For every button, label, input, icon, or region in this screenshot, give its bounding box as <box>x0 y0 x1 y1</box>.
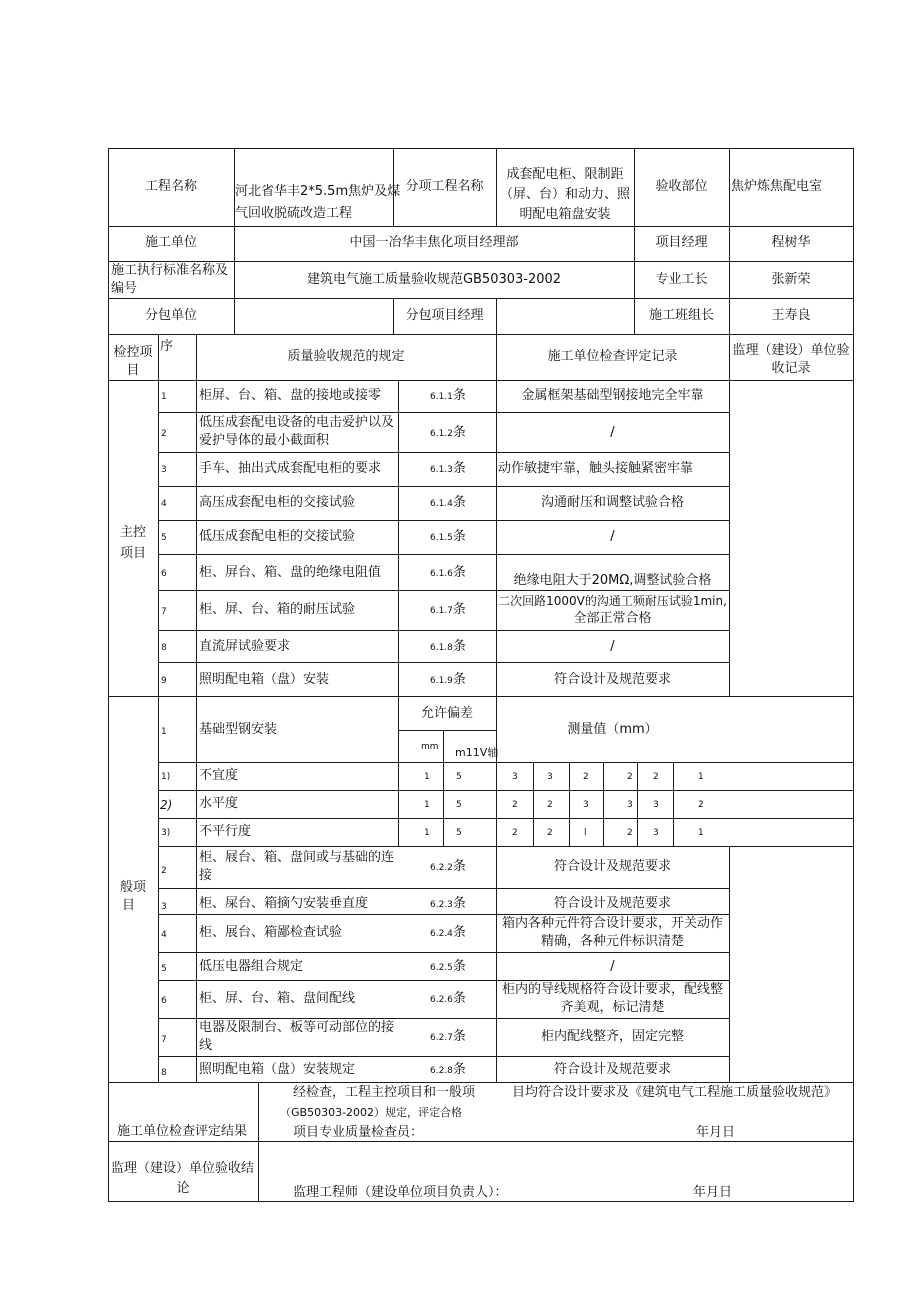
row-clause: 6.1.8 <box>430 643 453 653</box>
row-clause: 6.1.4 <box>430 499 453 509</box>
row-description: 柜屏、台、箱、盘的接地或接零 <box>199 388 382 403</box>
row-number: 1 <box>161 392 167 402</box>
row-record: 箱内各种元件符合设计要求，开关动作 <box>501 916 723 931</box>
quality-inspector-label: 项目专业质量检查员： <box>293 1125 424 1140</box>
supervision-conclusion-label-line2: 论 <box>176 1181 190 1196</box>
row-number: 2 <box>161 866 167 876</box>
supervising-engineer-label: 监理工程师（建设单位项目负责人）： <box>293 1185 508 1200</box>
row-clause: 6.1.9 <box>430 676 453 686</box>
measured-value: 2 <box>627 828 633 838</box>
project-manager-value: 程树华 <box>771 235 811 250</box>
main-group-label-line1: 主控 <box>119 525 146 540</box>
sub-project-value-line2: （屏、台）和动力、照 <box>499 187 630 202</box>
row-description: 柜、展台、箱鄙检查试验 <box>199 925 343 940</box>
row-clause: 6.1.5 <box>430 533 453 543</box>
subcontract-manager-label: 分包项目经理 <box>405 308 484 323</box>
row-clause-unit: 条 <box>452 1029 466 1044</box>
project-name-value-line1: 河北省华丰2*5.5m焦炉及煤 <box>235 184 401 199</box>
row-clause-unit: 条 <box>452 1062 466 1077</box>
row-clause-unit: 条 <box>452 425 466 440</box>
row-number: 5 <box>161 533 167 543</box>
row-record: 绝缘电阻大于20MΩ,调整试验合格 <box>513 573 712 588</box>
row-clause: 6.2.8 <box>430 1066 453 1076</box>
row-number: 8 <box>161 643 167 653</box>
main-group-label-line2: 项目 <box>119 546 146 561</box>
row-record: 二次回路1000V的沟通工频耐压试验1min, <box>498 594 727 608</box>
row-clause-unit: 条 <box>452 991 466 1006</box>
row-number: 6 <box>161 569 167 579</box>
row-description: 柜、屏台、箱、盘的绝缘电阻值 <box>199 565 382 580</box>
col-supervision-line1: 监理（建设）单位验 <box>732 343 850 358</box>
row-clause-unit: 条 <box>452 859 466 874</box>
row-description: 柜、屎台、箱摘勺安装垂直度 <box>199 896 369 911</box>
row-clause: 6.2.3 <box>430 900 453 910</box>
row-clause-unit: 条 <box>452 461 466 476</box>
row-record: / <box>610 959 615 974</box>
row-record: 齐美观，标记清楚 <box>560 1000 665 1015</box>
row-clause: 6.1.1 <box>430 392 453 402</box>
construction-unit-label: 施工单位 <box>144 235 197 250</box>
row-description: 水平度 <box>199 796 239 811</box>
measured-value: 3 <box>583 800 589 810</box>
measured-value: 2 <box>698 800 704 810</box>
row-description: 直流屏试验要求 <box>199 639 291 654</box>
row-description: 照明配电箱（盘）安装 <box>199 672 330 687</box>
tolerance-value: 1 <box>424 772 430 782</box>
sub-project-label: 分项工程名称 <box>405 179 484 194</box>
standard-value: 建筑电气施工质量验收规范GB50303-2002 <box>306 272 562 287</box>
row-number: 6 <box>161 996 167 1006</box>
row-description: 高压成套配电柜的交接试验 <box>199 495 356 510</box>
row-record: 柜内的导线规格符合设计要求，配线整 <box>501 982 723 997</box>
measured-label: 测量值（mm） <box>567 722 658 737</box>
col-seq: 序 <box>160 339 174 354</box>
row-clause: 6.1.3 <box>430 465 453 475</box>
row-number: 3) <box>161 828 171 838</box>
general-group-label-line2: 目 <box>122 898 136 913</box>
measured-value: 2 <box>627 772 633 782</box>
subcontract-unit-label: 分包单位 <box>144 308 197 323</box>
row-clause-unit: 条 <box>452 925 466 940</box>
row-number: 3 <box>161 465 167 475</box>
tolerance-unit-axis: m11V轴 <box>455 746 499 759</box>
row-clause-unit: 条 <box>452 896 466 911</box>
row-number: 4 <box>161 930 167 940</box>
row-clause: 6.2.2 <box>430 863 453 873</box>
standard-label-line2: 编号 <box>111 281 138 296</box>
row-clause-unit: 条 <box>452 602 466 617</box>
row-description: 不宜度 <box>199 768 239 783</box>
row-clause-unit: 条 <box>452 672 466 687</box>
tolerance-value: 1 <box>424 828 430 838</box>
row-clause-unit: 条 <box>452 959 466 974</box>
row-description: 照明配电箱（盘）安装规定 <box>199 1062 356 1077</box>
row-number: 8 <box>161 1068 167 1078</box>
row-description: 柜、屏、台、箱、盘间配线 <box>199 991 356 1006</box>
row-description: 接 <box>199 868 213 883</box>
tolerance-label: 允许偏差 <box>420 706 473 721</box>
result-text-line1: 经检查，工程主控项目和一般项 <box>293 1085 476 1100</box>
acceptance-part-label: 验收部位 <box>655 179 708 194</box>
row-description: 电器及限制台、板等可动部位的接 <box>199 1020 395 1035</box>
row-number: 7 <box>161 1035 167 1045</box>
row-record: / <box>610 529 615 544</box>
measured-value: 3 <box>512 772 518 782</box>
row-clause-unit: 条 <box>452 639 466 654</box>
col-supervision-line2: 收记录 <box>771 361 811 376</box>
row-record: / <box>610 639 615 654</box>
measured-value: 3 <box>653 800 659 810</box>
measured-value: 2 <box>547 828 553 838</box>
project-name-value-line2: 气回收脱硫改造工程 <box>235 206 353 221</box>
row-clause: 6.2.4 <box>430 929 453 939</box>
row-record: 沟通耐压和调整试验合格 <box>540 495 684 510</box>
measured-value: 1 <box>698 828 704 838</box>
row-clause-unit: 条 <box>452 565 466 580</box>
row-description: 柜、屏、台、箱的耐压试验 <box>199 602 356 617</box>
row-number: 1) <box>161 772 171 782</box>
general-group-label-line1: 般项 <box>119 880 146 895</box>
row-record: 符合设计及规范要求 <box>553 859 671 874</box>
standard-label-line1: 施工执行标准名称及 <box>111 263 229 278</box>
row-record: 金属框架基础型钢接地完全牢靠 <box>521 388 704 403</box>
measured-value: 2 <box>583 772 589 782</box>
result-date: 年月日 <box>696 1125 736 1140</box>
construction-unit-value: 中国一冶华丰焦化项目经理部 <box>349 235 519 250</box>
project-name-label: 工程名称 <box>144 179 197 194</box>
row-clause-unit: 条 <box>452 529 466 544</box>
row-description: 不平行度 <box>199 824 252 839</box>
tolerance-value: 5 <box>456 772 462 782</box>
supervision-conclusion-label-line1: 监理（建设）单位验收结 <box>111 1161 255 1176</box>
row-record: 动作敏捷牢靠，触头接触紧密牢靠 <box>498 461 694 476</box>
row-clause: 6.1.6 <box>430 569 453 579</box>
row-clause: 6.2.5 <box>430 963 453 973</box>
result-label: 施工单位检查评定结果 <box>117 1124 248 1139</box>
measured-value: 2 <box>653 772 659 782</box>
measured-value: 3 <box>627 800 633 810</box>
team-leader-label: 施工班组长 <box>648 308 714 323</box>
row-description: 线 <box>199 1038 213 1053</box>
col-record: 施工单位检查评定记录 <box>547 349 678 364</box>
row-number: 9 <box>161 676 167 686</box>
foreman-value: 张新荣 <box>771 272 811 287</box>
sub-project-value-line3: 明配电箱盘安装 <box>519 207 611 222</box>
col-item-line1: 检控项 <box>113 345 153 360</box>
col-spec: 质量验收规范的规定 <box>287 349 405 364</box>
row-description: 低压电器组合规定 <box>199 959 304 974</box>
row-record: 精确，各种元件标识清楚 <box>540 934 684 949</box>
tolerance-value: 1 <box>424 800 430 810</box>
result-text-line2: 目均符合设计要求及《建筑电气工程施工质量验收规范》 <box>512 1085 838 1100</box>
foundation-description: 基础型钢安装 <box>199 722 278 737</box>
tolerance-value: 5 <box>456 828 462 838</box>
row-number: 2) <box>160 798 173 812</box>
row-description: 低压成套配电设备的电击爱护以及爱护导体的最小截面积 <box>199 415 395 448</box>
tolerance-value: 5 <box>456 800 462 810</box>
foundation-number: 1 <box>161 727 167 737</box>
row-clause: 6.1.2 <box>430 429 453 439</box>
row-clause: 6.2.7 <box>430 1033 453 1043</box>
measured-value: 3 <box>547 772 553 782</box>
measured-value: 1 <box>698 772 704 782</box>
row-record: 符合设计及规范要求 <box>553 896 671 911</box>
row-number: 3 <box>161 902 167 912</box>
tolerance-unit-mm: mm <box>421 742 439 752</box>
row-record: 符合设计及规范要求 <box>553 672 671 687</box>
row-clause: 6.2.6 <box>430 995 453 1005</box>
sub-project-value-line1: 成套配电柜、限制距 <box>506 167 624 182</box>
row-clause: 6.1.7 <box>430 606 453 616</box>
measured-value: 2 <box>512 800 518 810</box>
row-description: 低压成套配电柜的交接试验 <box>199 529 356 544</box>
supervision-date: 年月日 <box>693 1185 733 1200</box>
acceptance-part-value: 焦炉炼焦配电室 <box>731 179 823 194</box>
measured-value: 2 <box>547 800 553 810</box>
row-record: / <box>610 425 615 440</box>
team-leader-value: 王寿良 <box>771 308 811 323</box>
result-text-line3: （GB50303-2002）规定，评定合格 <box>280 1106 463 1119</box>
row-number: 2 <box>161 429 167 439</box>
row-record: 全部正常合格 <box>573 611 652 626</box>
row-number: 4 <box>161 499 167 509</box>
row-number: 7 <box>161 607 167 617</box>
col-item-line2: 目 <box>126 363 140 378</box>
row-record: 符合设计及规范要求 <box>553 1062 671 1077</box>
row-clause-unit: 条 <box>452 495 466 510</box>
row-clause-unit: 条 <box>452 388 466 403</box>
project-manager-label: 项目经理 <box>655 235 708 250</box>
measured-value: 3 <box>653 828 659 838</box>
measured-value: 2 <box>512 828 518 838</box>
measured-value: l <box>584 828 587 838</box>
row-description: 手车、抽出式成套配电柜的要求 <box>199 461 382 476</box>
foreman-label: 专业工长 <box>655 272 708 287</box>
row-number: 5 <box>161 964 167 974</box>
row-record: 柜内配线整齐，固定完整 <box>540 1029 684 1044</box>
row-description: 柜、屐台、箱、盘间或与基础的连 <box>199 850 395 865</box>
